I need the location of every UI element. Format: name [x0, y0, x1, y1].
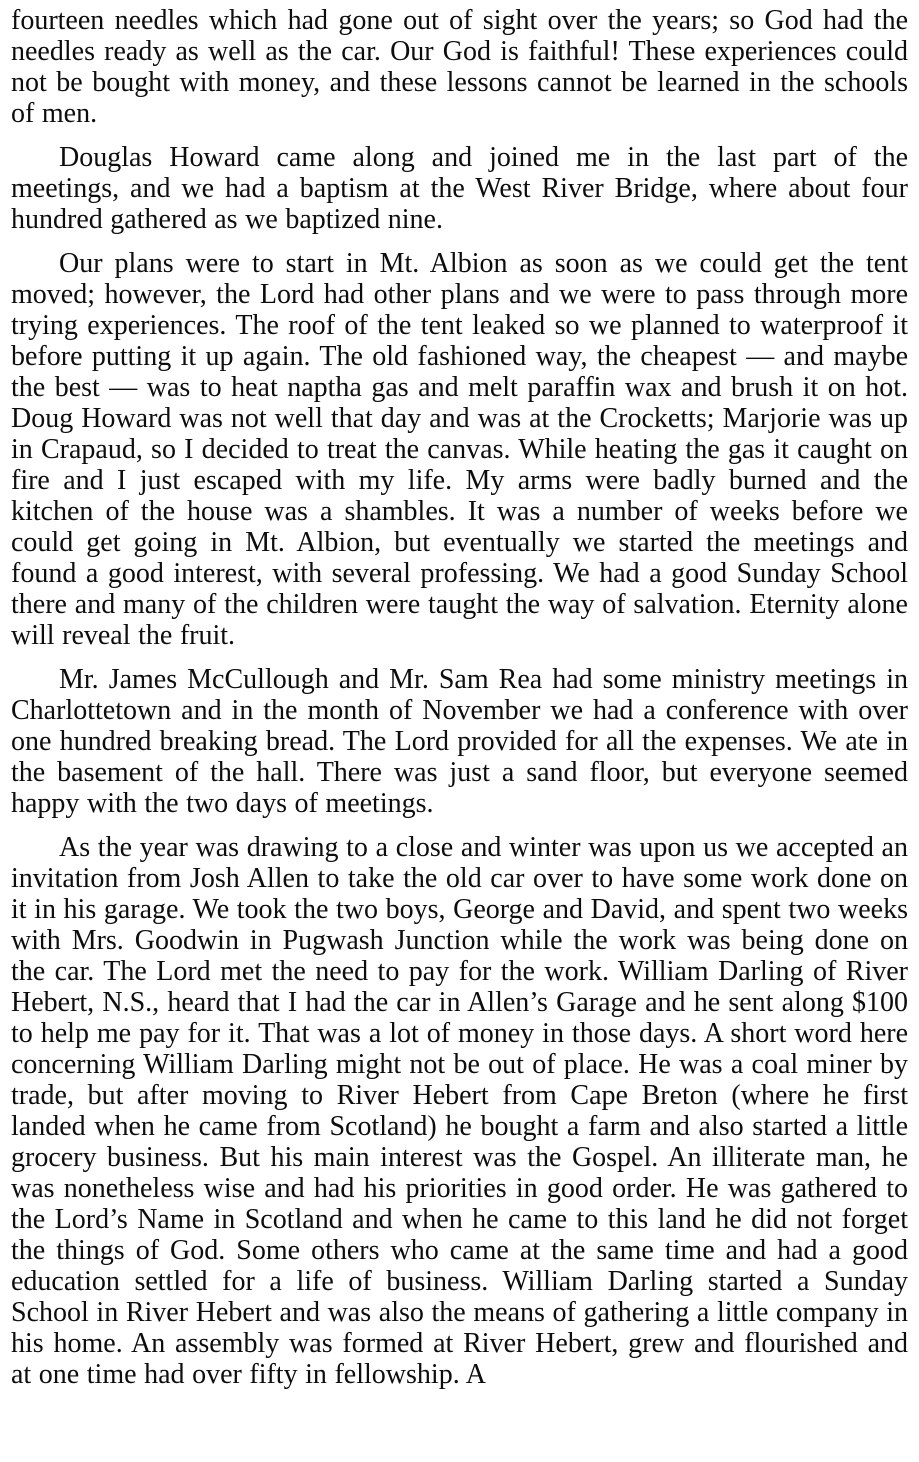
paragraph: As the year was drawing to a close and winter was upon us we accepted an invitation from Josh Allen to take the old car over to have some work done on it in his garage. We took the two boys, George and David, and spent two weeks with Mrs. Goodwin in Pugwash Junction while the work was being done on the car. The Lord met the need to pay for the work. William Darling of River Hebert, N.S., heard that I had the car in Allen’s Garage and he sent along $100 to help me pay for it. That was a lot of money in those days. A short word here concerning William Darling might not be out of place. He was a coal miner by trade, but after moving to River Hebert from Cape Breton (where he first landed when he came from Scotland) he bought a farm and also started a little grocery business. But his main interest was the Gospel. An illiterate man, he was nonetheless wise and had his priorities in good order. He was gathered to the Lord’s Name in Scotland and when he came to this land he did not forget the things of God. Some others who came at the same time and had a good education settled for a life of business. William Darling started a Sunday School in River Hebert and was also the means of gathering a little company in his home. An assembly was formed at River Hebert, grew and flourished and at one time had over fifty in fellowship. A — [11, 832, 908, 1390]
paragraph: Our plans were to start in Mt. Albion as soon as we could get the tent moved; however, the Lord had other plans and we were to pass through more trying experiences. The roof of the tent leaked so we planned to waterproof it before putting it up again. The old fashioned way, the cheapest — and maybe the best — was to heat naptha gas and melt paraffin wax and brush it on hot. Doug Howard was not well that day and was at the Crocketts; Marjorie was up in Crapaud, so I decided to treat the canvas. While heating the gas it caught on fire and I just escaped with my life. My arms were badly burned and the kitchen of the house was a shambles. It was a number of weeks before we could get going in Mt. Albion, but eventually we started the meetings and found a good interest, with several professing. We had a good Sunday School there and many of the children were taught the way of salvation. Eternity alone will reveal the fruit. — [11, 248, 908, 651]
paragraph: fourteen needles which had gone out of sight over the years; so God had the needles ready as well as the car. Our God is faithful! These experiences could not be bought with money, and these lessons cannot be learned in the schools of men. — [11, 5, 908, 129]
paragraph: Mr. James McCullough and Mr. Sam Rea had some ministry meetings in Charlottetown and in the month of November we had a conference with over one hundred breaking bread. The Lord provided for all the expenses. We ate in the basement of the hall. There was just a sand floor, but everyone seemed happy with the two days of meetings. — [11, 664, 908, 819]
paragraph: Douglas Howard came along and joined me in the last part of the meetings, and we had a baptism at the West River Bridge, where about four hundred gathered as we baptized nine. — [11, 142, 908, 235]
